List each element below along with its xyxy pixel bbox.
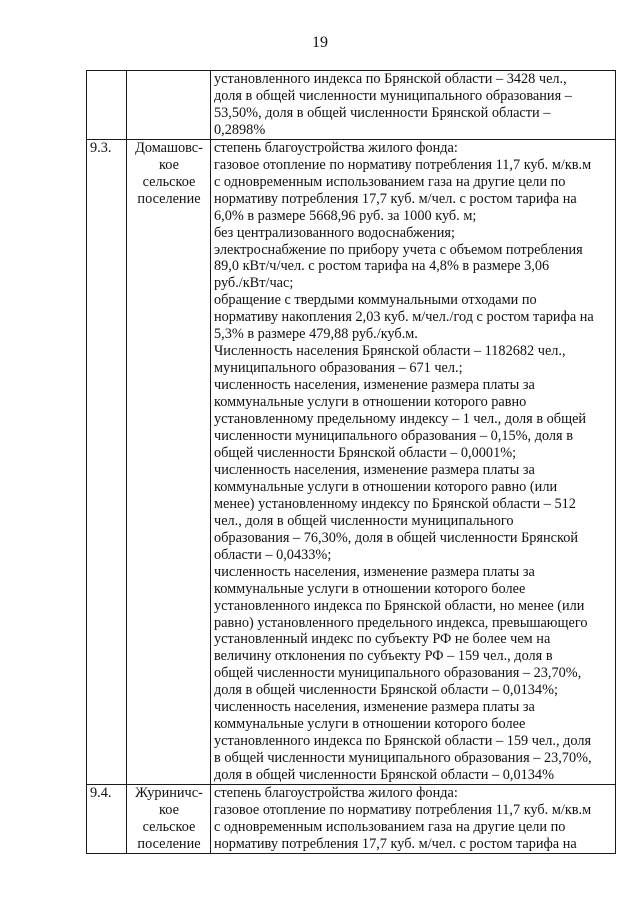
description-line: муниципального образования – 671 чел.; (214, 360, 463, 377)
settlement-name-line: кое (159, 156, 179, 173)
description-line: нормативу потребления 17,7 куб. м/чел. с ростом тарифа на (214, 190, 577, 207)
page-number: 19 (312, 34, 328, 51)
settlement-name (127, 71, 211, 140)
description-line: доля в общей численности муниципального образования – (214, 87, 572, 104)
settlement-name-line: Домашовс- (135, 139, 203, 156)
description-line: менее) установленному индексу по Брянской области – 512 (214, 495, 576, 512)
description-line: численность населения, изменение размера платы за (214, 461, 535, 478)
description-line: коммунальные услуги в отношении которого более (214, 716, 526, 733)
description-line: 5,3% в размере 479,88 руб./куб.м. (214, 326, 418, 343)
settlement-name-line: сельское (142, 173, 196, 190)
description-line: 53,50%, доля в общей численности Брянской области – (214, 104, 551, 121)
description-line: газовое отопление по нормативу потребления 11,7 куб. м/кв.м (214, 801, 592, 818)
description-line: установленного индекса по Брянской области – 159 чел., доля (214, 733, 592, 750)
description-cell (211, 785, 616, 854)
description-line: коммунальные услуги в отношении которого более (214, 580, 526, 597)
description-line: установленного индекса по Брянской области – 3428 чел., (214, 71, 567, 87)
description-line: области – 0,0433%; (214, 546, 332, 563)
settlement-name (127, 785, 211, 854)
description-line: доля в общей численности Брянской области – 0,0134%; (214, 682, 558, 699)
description-line: чел., доля в общей численности муниципального (214, 512, 514, 529)
description-line: установленному предельному индексу – 1 чел., доля в общей (214, 411, 587, 428)
row-number (87, 71, 127, 140)
description-line: общей численности Брянской области – 0,0001%; (214, 444, 517, 461)
tariff-table (86, 70, 616, 854)
description-line: 0,2898% (214, 121, 266, 138)
description-line: установленного индекса по Брянской области, но менее (или (214, 597, 585, 614)
settlement-name-line: сельское (142, 818, 196, 835)
description-line: общей численности муниципального образования – 23,70%, (214, 665, 582, 682)
settlement-name-line: Журиничс- (135, 785, 203, 802)
description-line: нормативу накопления 2,03 куб. м/чел./год с ростом тарифа на (214, 309, 594, 326)
description-line: степень благоустройства жилого фонда: (214, 139, 458, 156)
description-line: равно) установленного предельного индекса, превышающего (214, 614, 588, 631)
description-line: численность населения, изменение размера платы за (214, 699, 535, 716)
description-line: без централизованного водоснабжения; (214, 224, 455, 241)
description-line: численность населения, изменение размера платы за (214, 377, 535, 394)
description-line: 6,0% в размере 5668,96 руб. за 1000 куб. м; (214, 207, 477, 224)
row-number: 9.4. (87, 785, 127, 854)
description-line: руб./кВт/час; (214, 275, 294, 292)
description-line: коммунальные услуги в отношении которого равно (214, 394, 527, 411)
description-line: численность населения, изменение размера платы за (214, 563, 535, 580)
row-number: 9.3. (87, 139, 127, 784)
description-line: с одновременным использованием газа на другие цели по (214, 173, 566, 190)
description-line: Численность населения Брянской области – 1182682 чел., (214, 343, 566, 360)
description-line: в общей численности муниципального образования – 23,70%, (214, 750, 592, 767)
description-line: величину отклонения по субъекту РФ – 159 чел., доля в (214, 648, 553, 665)
description-cell (211, 139, 616, 784)
description-line: доля в общей численности Брянской области – 0,0134% (214, 767, 554, 784)
table-row (87, 71, 616, 140)
description-cell (211, 71, 616, 140)
settlement-name (127, 139, 211, 784)
description-line: 89,0 кВт/ч/чел. с ростом тарифа на 4,8% в размере 3,06 (214, 258, 550, 275)
description-line: образования – 76,30%, доля в общей численности Брянской (214, 529, 579, 546)
description-line: степень благоустройства жилого фонда: (214, 785, 458, 802)
description-line: коммунальные услуги в отношении которого равно (или (214, 478, 558, 495)
description-line: обращение с твердыми коммунальными отходами по (214, 292, 537, 309)
table-row (87, 785, 616, 854)
description-line: установленный индекс по субъекту РФ не более чем на (214, 631, 551, 648)
description-line: численности муниципального образования – 0,15%, доля в (214, 428, 573, 445)
table-row (87, 139, 616, 784)
description-line: электроснабжение по прибору учета с объемом потребления (214, 241, 583, 258)
description-line: нормативу потребления 17,7 куб. м/чел. с ростом тарифа на (214, 835, 577, 852)
settlement-name-line: кое (159, 801, 179, 818)
description-line: с одновременным использованием газа на другие цели по (214, 818, 566, 835)
settlement-name-line: поселение (137, 190, 201, 207)
description-line: газовое отопление по нормативу потребления 11,7 куб. м/кв.м (214, 156, 592, 173)
settlement-name-line: поселение (137, 835, 201, 852)
